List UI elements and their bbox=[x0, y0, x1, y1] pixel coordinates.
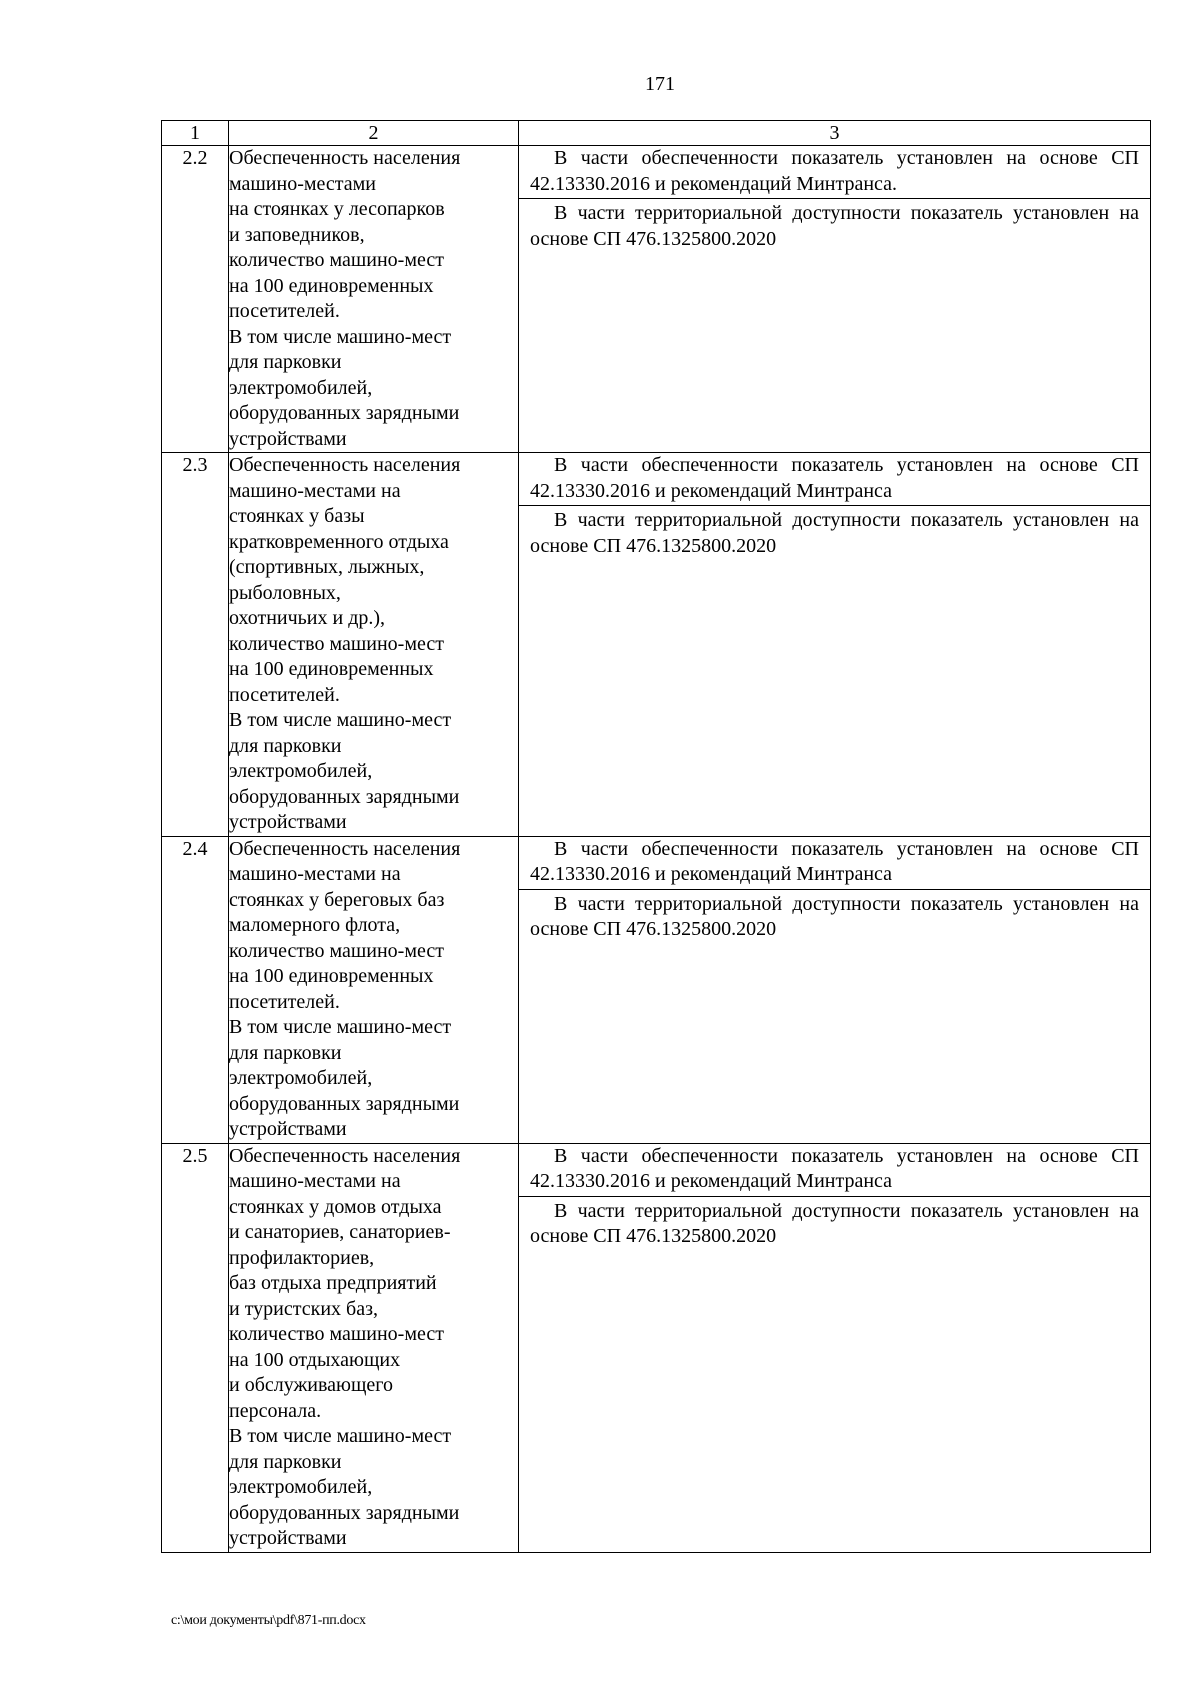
column-header-1: 1 bbox=[162, 121, 229, 146]
description-line: оборудованных зарядными bbox=[229, 402, 460, 424]
description-line: кратковременного отдыха bbox=[229, 530, 449, 553]
description-line: стоянках у домов отдыха bbox=[229, 1195, 442, 1218]
indicator-basis bbox=[519, 1143, 1151, 1552]
description-line: электромобилей, bbox=[229, 376, 373, 399]
page-number: 171 bbox=[645, 73, 675, 95]
basis-accessibility-paragraph: В части территориальной доступности показатель установлен на основе СП 476.1325800.2020 bbox=[519, 889, 1150, 944]
description-line: электромобилей, bbox=[229, 1476, 373, 1498]
description-line: охотничьих и др.), bbox=[229, 607, 386, 629]
description-line: Обеспеченность населения bbox=[229, 147, 461, 169]
indicator-description bbox=[229, 1143, 519, 1552]
table-row bbox=[162, 836, 1151, 1143]
description-line: на 100 единовременных bbox=[229, 274, 434, 297]
description-line: для парковки bbox=[229, 351, 342, 373]
description-line: машино-местами на bbox=[229, 863, 401, 885]
description-line: стоянках у базы bbox=[229, 505, 365, 527]
description-line: для парковки bbox=[229, 734, 342, 757]
description-line: устройствами bbox=[229, 1118, 347, 1140]
row-number: 2.3 bbox=[162, 453, 229, 837]
basis-accessibility-paragraph: В части территориальной доступности показатель установлен на основе СП 476.1325800.2020 bbox=[519, 505, 1150, 560]
indicators-table bbox=[161, 120, 1151, 1553]
description-line: на 100 отдыхающих bbox=[229, 1348, 401, 1371]
description-line: В том числе машино-мест bbox=[229, 709, 452, 731]
description-line: В том числе машино-мест bbox=[229, 1016, 452, 1038]
description-line: машино-местами на bbox=[229, 1170, 401, 1192]
description-line: электромобилей, bbox=[229, 1067, 373, 1089]
indicator-basis bbox=[519, 453, 1151, 837]
description-line: оборудованных зарядными bbox=[229, 785, 460, 808]
description-line: Обеспеченность населения bbox=[229, 1144, 461, 1167]
description-line: количество машино-мест bbox=[229, 632, 444, 655]
description-line: для парковки bbox=[229, 1450, 342, 1473]
indicator-description bbox=[229, 453, 519, 837]
description-line: персонала. bbox=[229, 1399, 322, 1422]
description-line: устройствами bbox=[229, 811, 347, 833]
basis-provision-paragraph: В части обеспеченности показатель установлен на основе СП 42.13330.2016 и рекомендаций Минтранса. bbox=[530, 147, 1139, 195]
basis-accessibility-paragraph: В части территориальной доступности показатель установлен на основе СП 476.1325800.2020 bbox=[519, 198, 1150, 253]
description-line: Обеспеченность населения bbox=[229, 837, 461, 860]
row-number: 2.4 bbox=[162, 836, 229, 1143]
description-line: количество машино-мест bbox=[229, 249, 444, 271]
description-line: посетителей. bbox=[229, 300, 340, 322]
description-line: устройствами bbox=[229, 1527, 347, 1549]
description-line: для парковки bbox=[229, 1041, 342, 1064]
description-line: В том числе машино-мест bbox=[229, 325, 452, 348]
description-line: электромобилей, bbox=[229, 760, 373, 782]
description-line: количество машино-мест bbox=[229, 1323, 444, 1345]
table-body bbox=[162, 146, 1151, 1553]
description-line: устройствами bbox=[229, 427, 347, 450]
basis-provision-paragraph: В части обеспеченности показатель установлен на основе СП 42.13330.2016 и рекомендаций Минтранса bbox=[530, 1144, 1139, 1192]
basis-provision-paragraph: В части обеспеченности показатель установлен на основе СП 42.13330.2016 и рекомендаций Минтранса bbox=[530, 454, 1139, 502]
description-line: стоянках у береговых баз bbox=[229, 888, 445, 911]
description-line: и туристских баз, bbox=[229, 1297, 378, 1320]
description-line: машино-местами на bbox=[229, 479, 401, 502]
description-line: и заповедников, bbox=[229, 223, 365, 246]
basis-accessibility-paragraph: В части территориальной доступности показатель установлен на основе СП 476.1325800.2020 bbox=[519, 1196, 1150, 1251]
basis-provision-paragraph: В части обеспеченности показатель установлен на основе СП 42.13330.2016 и рекомендаций Минтранса bbox=[530, 837, 1139, 885]
description-line: В том числе машино-мест bbox=[229, 1425, 452, 1447]
indicator-description bbox=[229, 836, 519, 1143]
description-line: маломерного флота, bbox=[229, 914, 401, 936]
description-line: и обслуживающего bbox=[229, 1374, 393, 1396]
table-row bbox=[162, 146, 1151, 453]
description-line: посетителей. bbox=[229, 990, 340, 1013]
description-line: (спортивных, лыжных, bbox=[229, 556, 425, 578]
description-line: машино-местами bbox=[229, 172, 376, 195]
column-header-3: 3 bbox=[519, 121, 1151, 146]
description-line: посетителей. bbox=[229, 683, 340, 706]
description-line: на 100 единовременных bbox=[229, 658, 434, 680]
indicator-basis bbox=[519, 146, 1151, 453]
table-header-row bbox=[162, 121, 1151, 146]
description-line: на 100 единовременных bbox=[229, 965, 434, 987]
row-number: 2.5 bbox=[162, 1143, 229, 1552]
description-line: оборудованных зарядными bbox=[229, 1501, 460, 1524]
table-row bbox=[162, 1143, 1151, 1552]
indicator-basis bbox=[519, 836, 1151, 1143]
description-line: Обеспеченность населения bbox=[229, 454, 461, 476]
indicator-description bbox=[229, 146, 519, 453]
table-row bbox=[162, 453, 1151, 837]
row-number: 2.2 bbox=[162, 146, 229, 453]
footer-file-path: c:\мои документы\pdf\871-пп.docx bbox=[171, 1613, 366, 1628]
description-line: и санаториев, санаториев- bbox=[229, 1221, 451, 1243]
description-line: баз отдыха предприятий bbox=[229, 1272, 437, 1294]
description-line: количество машино-мест bbox=[229, 939, 444, 962]
description-line: рыболовных, bbox=[229, 581, 341, 604]
description-line: профилакториев, bbox=[229, 1246, 375, 1269]
description-line: оборудованных зарядными bbox=[229, 1092, 460, 1115]
column-header-2: 2 bbox=[229, 121, 519, 146]
description-line: на стоянках у лесопарков bbox=[229, 198, 445, 220]
